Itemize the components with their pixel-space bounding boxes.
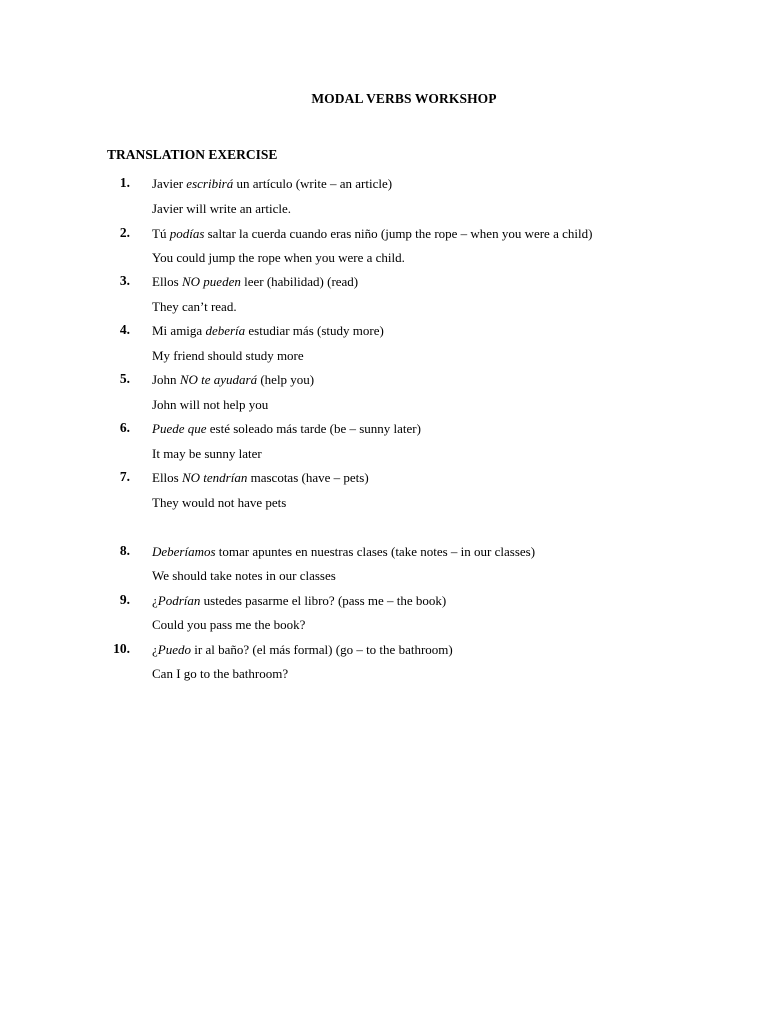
prompt-text: ir al baño? (el más formal) (go – to the bathroom) <box>191 642 453 657</box>
prompt-text: John <box>152 372 180 387</box>
modal-verb: NO te ayudará <box>179 372 258 387</box>
prompt-text: saltar la cuerda cuando eras niño (jump the rope – when you were a child) <box>204 226 593 241</box>
item-number: 7. <box>119 469 130 484</box>
prompt-text: Ellos <box>152 274 182 289</box>
item-answer: They would not have pets <box>152 495 287 510</box>
modal-verb: Puede que <box>152 421 207 436</box>
prompt-text: leer (habilidad) (read) <box>240 274 359 289</box>
prompt-text: Tú <box>152 226 170 241</box>
item-answer: It may be sunny later <box>152 446 262 461</box>
prompt-text: (help you) <box>257 372 315 387</box>
item-prompt <box>152 470 369 486</box>
prompt-text: tomar apuntes en nuestras clases (take notes – in our classes) <box>215 544 536 559</box>
modal-verb: Deberíamos <box>152 544 216 559</box>
item-prompt <box>152 323 384 339</box>
item-prompt <box>152 372 314 388</box>
item-prompt <box>152 176 392 192</box>
item-answer: Javier will write an article. <box>152 201 291 216</box>
item-number: 8. <box>119 543 130 558</box>
prompt-text: mascotas (have – pets) <box>247 470 369 485</box>
item-answer: They can’t read. <box>152 299 237 314</box>
item-number: 10. <box>113 641 130 656</box>
item-prompt <box>152 593 446 609</box>
prompt-text: esté soleado más tarde (be – sunny later) <box>206 421 421 436</box>
item-number: 3. <box>119 273 130 288</box>
item-number: 1. <box>119 175 130 190</box>
item-number: 6. <box>119 420 130 435</box>
item-prompt <box>152 226 592 242</box>
item-number: 9. <box>119 592 130 607</box>
modal-verb: Podrían <box>157 593 201 608</box>
prompt-text: Ellos <box>152 470 182 485</box>
prompt-text: Javier <box>152 176 187 191</box>
item-answer: John will not help you <box>152 397 269 412</box>
modal-verb: debería <box>205 323 246 338</box>
modal-verb: NO tendrían <box>181 470 248 485</box>
item-answer: Can I go to the bathroom? <box>152 666 289 681</box>
item-answer: You could jump the rope when you were a child. <box>152 250 405 265</box>
prompt-text: Mi amiga <box>152 323 206 338</box>
prompt-text: ustedes pasarme el libro? (pass me – the book) <box>200 593 447 608</box>
item-number: 4. <box>119 322 130 337</box>
section-heading: TRANSLATION EXERCISE <box>107 147 278 162</box>
item-prompt <box>152 274 358 290</box>
modal-verb: Puedo <box>157 642 191 657</box>
document-title: MODAL VERBS WORKSHOP <box>311 91 497 106</box>
prompt-text: ¿ <box>152 642 158 657</box>
item-answer: We should take notes in our classes <box>152 568 336 583</box>
modal-verb: escribirá <box>186 176 234 191</box>
item-prompt <box>152 544 535 560</box>
item-prompt <box>152 642 453 658</box>
item-number: 2. <box>119 225 130 240</box>
item-answer: My friend should study more <box>152 348 304 363</box>
prompt-text: estudiar más (study more) <box>245 323 384 338</box>
item-answer: Could you pass me the book? <box>152 617 306 632</box>
item-number: 5. <box>119 371 130 386</box>
prompt-text: ¿ <box>152 593 158 608</box>
modal-verb: NO pueden <box>181 274 241 289</box>
item-prompt <box>152 421 421 437</box>
modal-verb: podías <box>169 226 205 241</box>
prompt-text: un artículo (write – an article) <box>233 176 393 191</box>
